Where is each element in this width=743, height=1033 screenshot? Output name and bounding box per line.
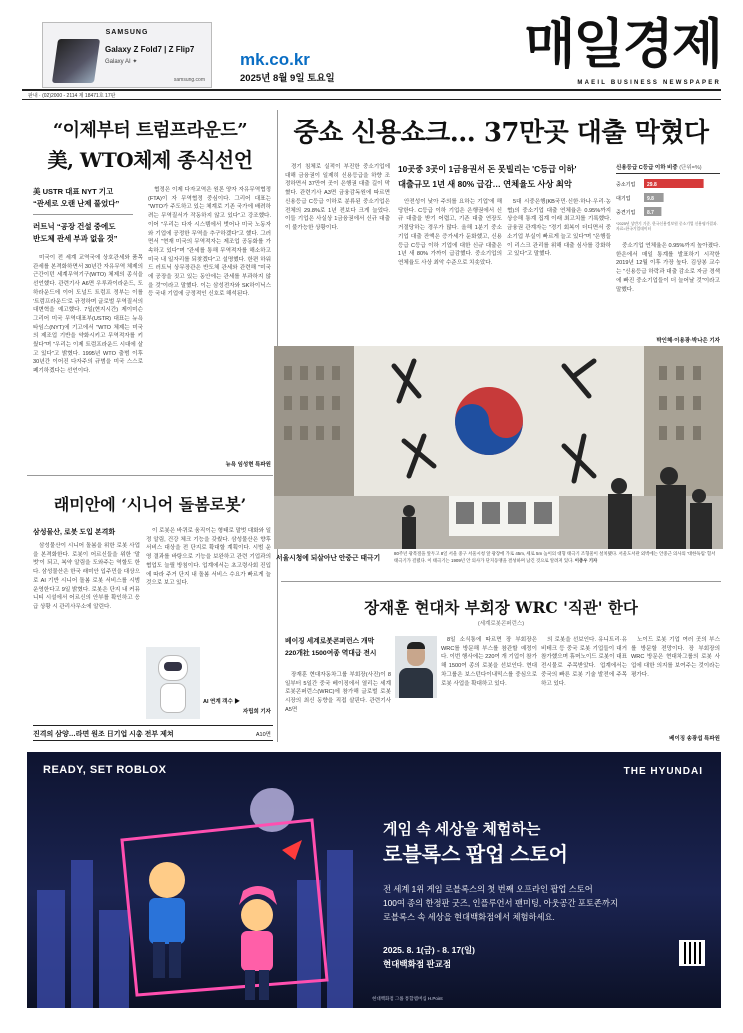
masthead-english: MAEIL BUSINESS NEWSPAPER: [577, 80, 721, 86]
top-ad-samsung[interactable]: [42, 22, 212, 88]
executive-photo: [395, 636, 437, 698]
ad-illustration: [27, 780, 357, 1008]
photo-illustration: [274, 346, 723, 549]
wrc-body-d: 노이드 로봇 기업 여러 곳의 부스를 방문할 전망이다. 장 부회장의 WRC 방문은 현대차그룹의 로봇 사업에 대한 의지를 보여주는 것이라는 평가다.: [631, 637, 720, 678]
promo-bar[interactable]: [33, 725, 273, 741]
wrc-body-b: 8일 소식통에 따르면 장 부회장은 WRC를 방문해 부스를 참관할 예정이다. 이번 행사에는 220여 개 기업이 참가해 1500여 종의 로봇을 선보인다. 현대차그룹은 보스턴다이내믹스를 중심으로 로봇 사업을 확대하고 있다.: [441, 637, 537, 687]
wrc-deck: 베이징 세계로봇콘퍼런스 개막 220개社 1500여종 역대급 전시: [285, 638, 377, 657]
ad-text-box: [367, 780, 721, 1008]
masthead: 매일경제: [524, 15, 721, 74]
credit-chart: [616, 163, 720, 235]
main-byline: 박인혜·이용광·박나은 기자: [656, 338, 720, 344]
wrc-body-a: 장재훈 현대자동차그룹 부회장(사진)이 8일부터 5일간 중국 베이징에서 열리는 세계로봇콘퍼런스(WRC)에 참가해 글로벌 로봇 시장의 최신 동향을 직접 살핀다. 관련기사 A5면: [285, 672, 391, 713]
header-rule-2: [22, 99, 721, 100]
wrc-headline: 장재훈 현대차 부회장 WRC '직관' 한다: [364, 598, 638, 617]
site-url[interactable]: mk.co.kr: [240, 50, 310, 69]
sub-divider: [33, 214, 133, 215]
chart-value-label: 29.8: [647, 182, 657, 188]
raemian-body-b: 이 로봇은 바퀴로 움직이는 형태로 말벗 대화와 일정 알림, 건강 체크 기능을 갖췄다. 삼성물산은 향후 서비스 대상을 전 단지로 확대할 계획이다. 시범 운영 결과를 바탕으로 기능을 보완하고 관련 기업과의 협업도 늘릴 방침이다. 업계에서는 초고령사회 진입에 따라 주거 단지 내 돌봄 서비스 수요가 빠르게 늘 것으로 보고 있다.: [146, 528, 271, 587]
wrc-sub: (세계로봇콘퍼런스): [477, 621, 525, 627]
trump-kicker: “이제부터 트럼프라운드”: [52, 120, 248, 141]
ad-tagline: Galaxy AI ✦: [105, 59, 138, 65]
wrc-byline: 베이징 송광섭 특파원: [669, 736, 720, 742]
trump-body-b: 협정은 이제 다자교역은 원론 양자 자유무역협정(FTA)이 자 무역협정 중심이다. 그리어 대표는 "WTO가 주도하고 있는 체계로 기존 국가에 배려하려는 무역질서가 작동하지 않고 있다"고 강조했다. 이어 "우리는 다자 시스템에서 벗어나 미국 노동자와 기업에 공정한 무역을 추구하겠다"고 했다. 그러면서 "현재 미국의 무역적자는 제조업 공동화를 가속하고 있다"며 "관세를 통해 무역적자를 해소하고 미국 내 일자리를 되찾겠다"고 설명했다. 한편 하워드 러트닉 상무장관은 반도체 관세와 관련해 "미국에 공장을 짓고 있는 동안에는 관세를 부과하지 않을 것"이라고 말했다. 이는 삼성전자와 SK하이닉스 등 국내 기업에 긍정적인 신호로 해석된다.: [148, 187, 271, 298]
main-divider-2: [281, 581, 721, 582]
ad-desc: 전 세계 1위 게임 로블록스의 첫 번째 오프라인 팝업 스토어 100여 종의 한정판 굿즈, 인플루언서 팬미팅, 아웃공간 포토존까지 로블록스 속 세상을 현대백화점에서 체험하세요.: [383, 884, 618, 922]
chart-svg: [616, 176, 720, 222]
ad-url: samsung.com: [173, 77, 205, 83]
main-body-c: 5대 시중은행(KB국민·신한·하나·우리·농협)의 중소기업 대출 연체율은 0.95%까지 상승해 통계 집계 이래 최고치를 기록했다. 금융권 관계자는 "경기 회복이 더디면서 중소기업 부실이 빠르게 늘고 있다"며 "은행들이 리스크 관리를 위해 대출 심사를 강화하고 있다"고 말했다.: [507, 199, 611, 258]
chart-category-label: 중견기업: [616, 210, 636, 216]
photo-caption: 80주년 광복절을 앞두고 8일 서울 중구 서울시청 앞 광장에 가로 45m, 세로 5m 높이의 대형 태극기 조형물이 설치됐다. 서울도서관 외벽에는 안중근 의사의 '대한독립' 혈서 태극기가 걸렸다. 이 태극기는 1909년 안 의사가 단지동맹을 결성하며 남긴 것으로 알려져 있다. 이충우 기자: [394, 551, 716, 563]
raemian-byline: 자립희 기자: [242, 709, 271, 715]
chart-value-label: 8.7: [647, 210, 654, 216]
ad-dates: 2025. 8. 1(금) - 8. 17(일): [383, 945, 476, 955]
chart-unit: (단위=%): [679, 165, 702, 171]
main-body-a: 경기 침체로 실적이 부진한 중소기업에 대해 금융권이 일제히 신용등급을 하향 조정하면서 37만여 곳이 은행권 대출 길이 막혔다. 관련기사 A3면 금융감독원에 따르면 신용등급 C등급 이하로 분류된 중소기업은 전체의 29.8%로 1년 전보다 크게 늘었다. 이들 기업은 사실상 1금융권에서 신규 대출이 불가능한 상황이다.: [285, 164, 390, 231]
chart-title: 신용등급 C등급 이하 비중: [616, 165, 678, 171]
photo-caption-title: 서울시청에 되살아난 안중근 태극기: [276, 555, 381, 562]
header-rule: [22, 89, 721, 91]
chart-category-label: 중소기업: [616, 182, 636, 188]
samsung-logo: SAMSUNG: [105, 29, 149, 36]
trump-headline: 美, WTO체제 종식선언: [47, 148, 253, 172]
trump-sub2: 러트닉 “공장 건설 중에도 반도체 관세 부과 없을 것”: [33, 222, 118, 243]
ad-title-1: 게임 속 세상을 체험하는: [383, 821, 541, 838]
chart-title-row: [616, 163, 720, 174]
chart-value-label: 9.8: [647, 196, 654, 202]
raemian-body-a: 삼성물산이 시니어 돌봄을 위한 로봇 사업을 본격화한다. 로봇이 어르신들을 위한 '말벗'이 되고, 복약 알림을 도와주는 역할도 한다. 삼성물산은 한국 래미안 입주민을 대상으로 AI 기반 시니어 돌봄 로봇 서비스를 시범 운영한다고 9일 밝혔다. 로봇은 단지 내 커뮤니티 시설에서 어르신의 안부를 확인하고 응급 상황 시 관리사무소에 알린다.: [33, 543, 140, 610]
bottom-ad[interactable]: [27, 752, 721, 1008]
ad-venue: 현대백화점 판교점: [383, 959, 452, 969]
main-body-b: 안전성이 낮아 주의를 요하는 기업'에 해당한다. C등급 이하 기업은 은행권에서 신규 대출을 받기 어렵고, 기존 대출 연장도 거절당하는 경우가 많다. 올해 1분기 중소기업 대출 잔액은 증가세가 둔화했고, 신용등급 C등급 이하 기업에 대한 신규 대출은 1년 새 80% 가까이 급감했다. 중소기업의 연체율도 사상 최악 수준으로 치솟았다.: [398, 199, 502, 266]
ad-right-brand: THE HYUNDAI: [623, 766, 703, 777]
promo-text: 진격의 삼양…라면 원조 日기업 시총 전부 제쳐: [33, 731, 174, 738]
issue-date: 2025년 8월 9일 토요일: [240, 73, 335, 84]
raemian-headline: 래미안에 ‘시니어 돌봄로봇’: [53, 495, 247, 514]
chart-category-label: 대기업: [616, 196, 631, 202]
ad-product: Galaxy Z Fold7 | Z Flip7: [105, 45, 195, 54]
info-strip: 판내 · (02)2000 - 2114 제 18471호 17판: [28, 93, 116, 99]
chart-note: *2025년 상반기 기준. 한국신용정보원 중소기업 신용평가결과. 자료=한국기업데이터: [616, 222, 718, 231]
news-photo: [274, 346, 723, 549]
ad-footer: 현대백화점 그룹 통합멤버십 H.Point: [372, 996, 443, 1001]
phone-image: [52, 39, 100, 83]
trump-byline: 뉴욕 임성현 특파원: [225, 462, 271, 468]
main-deck: 10곳중 3곳이 1금융권서 돈 못빌리는 'C등급 이하' 대출규모 1년 새 80% 급감… 연체율도 사상 최악: [398, 164, 577, 189]
raemian-sub: 삼성물산, 로봇 도입 본격화: [33, 529, 116, 536]
robot-caption: AI 연계 객수 ▶: [203, 699, 240, 705]
ad-left-title: READY, SET ROBLOX: [43, 764, 167, 776]
trump-sub1: 美 USTR 대표 NYT 기고 “관세로 오랜 난제 풀었다”: [33, 187, 120, 208]
left-divider-1: [27, 475, 273, 476]
qr-code[interactable]: [679, 940, 705, 966]
photo-credit: 이충우 기자: [574, 557, 598, 563]
main-body-d: 중소기업 연체율은 0.95%까지 높아졌다. 한은에서 매일 통계를 발표하기 시작한 2019년 12월 이후 가장 높다. 김상봉 교수는 "신용등급 하락과 대출 감소로 자금 경색에 빠진 중소기업들이 더 늘어날 것"이라고 말했다.: [616, 243, 720, 293]
ad-title-2: 로블록스 팝업 스토어: [383, 844, 568, 866]
main-headline: 중쇼 신용쇼크… 37만곳 대출 막혔다: [293, 118, 709, 148]
robot-photo: [146, 647, 200, 719]
trump-body-a: 미국이 전 세계 교역국에 상호관세와 품목관세를 본격화하면서 30년간 자유무역 체제의 근간이던 세계무역기구(WTO) 체제의 종식을 선언했다. 관련기사 A6면 우루과이라운드, 도하라운드에 이어 도널드 트럼프 정부는 이를 '트럼프라운드'로 규정하며 글로벌 무역질서의 대변혁을 예고했다. 7일(현지시간) 제이미슨 그리어 미국 무역대표부(USTR) 대표는 뉴욕타임스(NYT)에 기고에서 "WTO 체제는 미국의 제조업 기반을 약화시키고 무역적자를 키웠다"며 "우리는 이제 트럼프라운드 시대에 살고 있다"고 밝혔다. 1995년 WTO 출범 이후 30년간 이어진 다자주의 규범을 미국 스스로 폐기하겠다는 선언이다.: [33, 255, 143, 375]
wrc-body-c: 의 로봇을 선보인다. 유니트리·유비테크 등 중국 로봇 기업들이 대거 참가했으며 휴머노이드 로봇이 대표 전시물로 주목받았다. 업계에서는 중국의 빠른 로봇 기술 발전에 주목하고 있다.: [541, 637, 627, 687]
promo-page: A10면: [255, 732, 271, 738]
